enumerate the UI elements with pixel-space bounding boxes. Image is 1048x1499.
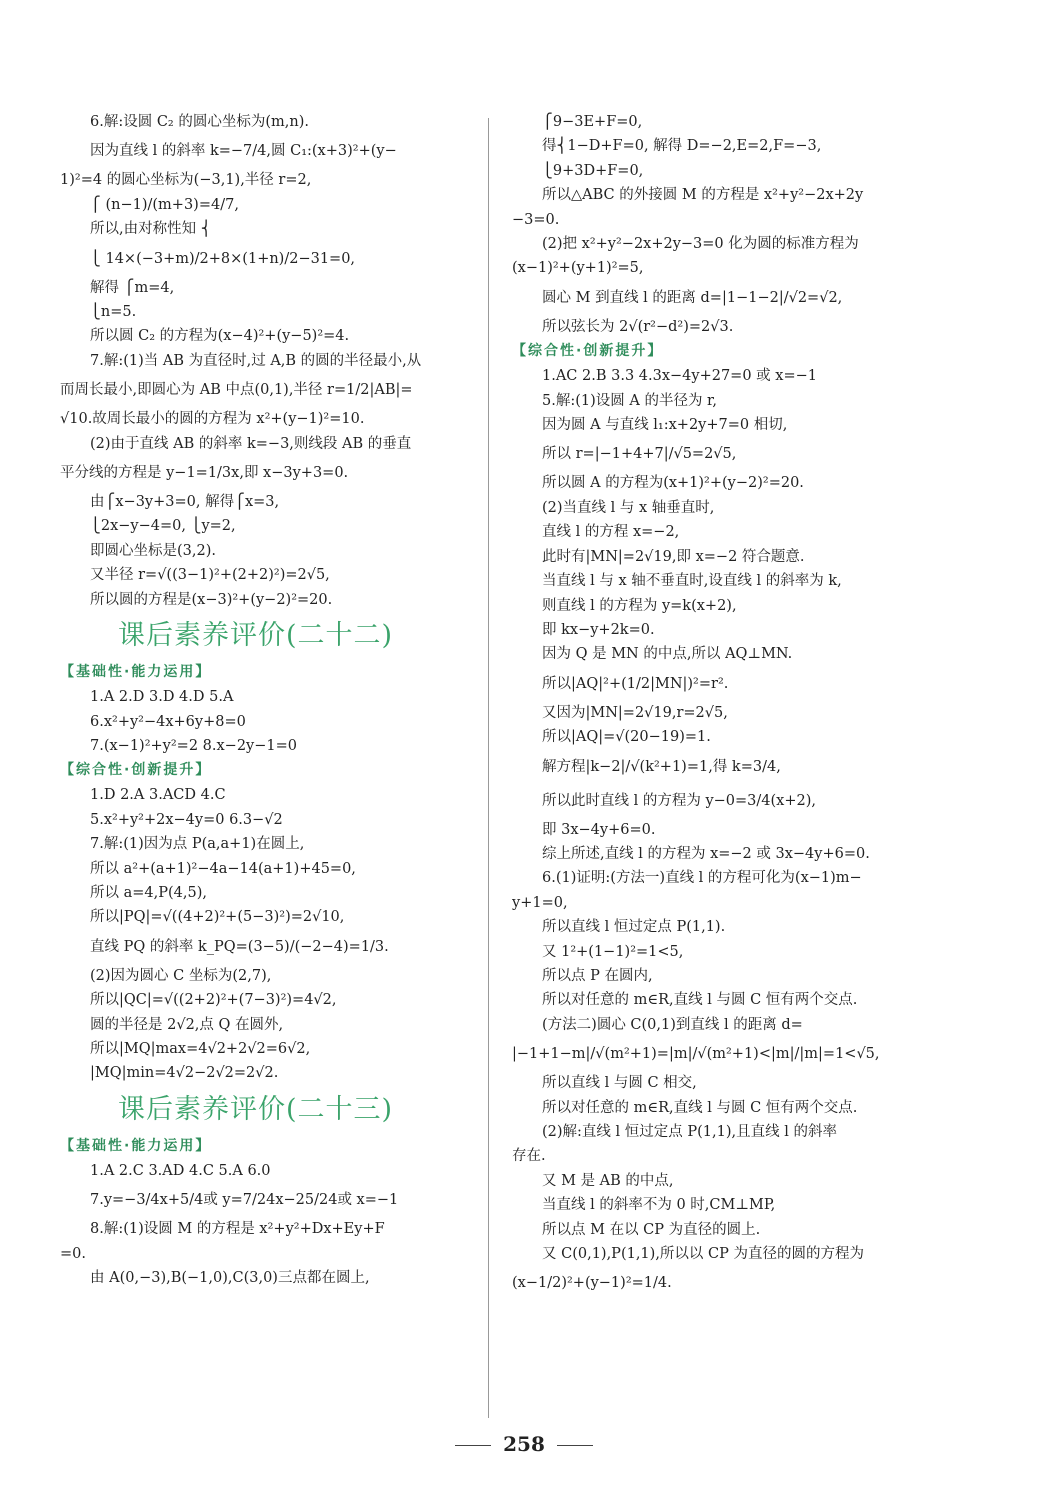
text-line: 当直线 l 与 x 轴不垂直时,设直线 l 的斜率为 k, — [542, 573, 842, 590]
text-line: (2)当直线 l 与 x 轴垂直时, — [542, 499, 715, 516]
page-number — [0, 1432, 1048, 1456]
text-line: 1.A 2.D 3.D 4.D 5.A — [90, 689, 234, 706]
text-line: 又半径 r=√((3−1)²+(2+2)²)=2√5, — [90, 567, 330, 584]
text-line: 所以|QC|=√((2+2)²+(7−3)²)=4√2, — [90, 992, 337, 1009]
text-line: 而周长最小,即圆心为 AB 中点(0,1),半径 r=1/2|AB|= — [60, 382, 413, 399]
text-line: (2)把 x²+y²−2x+2y−3=0 化为圆的标准方程为 — [542, 236, 859, 253]
text-line: 所以点 P 在圆内, — [542, 967, 653, 984]
text-line: 因为圆 A 与直线 l₁:x+2y+7=0 相切, — [542, 417, 788, 434]
text-line: 即圆心坐标是(3,2). — [90, 542, 216, 559]
text-line: 直线 l 的方程 x=−2, — [542, 524, 680, 541]
page-number-value: 258 — [503, 1432, 545, 1456]
text-line: 所以|PQ|=√((4+2)²+(5−3)²)=2√10, — [90, 909, 345, 926]
text-line: 1)²=4 的圆心坐标为(−3,1),半径 r=2, — [60, 172, 312, 189]
text-line: 7.解:(1)因为点 P(a,a+1)在圆上, — [90, 836, 305, 853]
text-line: (2)因为圆心 C 坐标为(2,7), — [90, 967, 272, 984]
page-number-dash-right — [557, 1445, 593, 1446]
text-line: 所以,由对称性知 ⎨ — [90, 221, 212, 238]
text-line: 又 C(0,1),P(1,1),所以以 CP 为直径的圆的方程为 — [542, 1246, 864, 1263]
text-line: 所以|MQ|max=4√2+2√2=6√2, — [90, 1040, 311, 1057]
text-line: y+1=0, — [512, 894, 568, 911]
text-line: |−1+1−m|/√(m²+1)=|m|/√(m²+1)<|m|/|m|=1<√5, — [512, 1046, 880, 1063]
text-line: 6.x²+y²−4x+6y+8=0 — [90, 713, 246, 730]
text-line: 6.(1)证明:(方法一)直线 l 的方程可化为(x−1)m− — [542, 870, 862, 887]
section-title-23: 课后素养评价(二十三) — [118, 1093, 394, 1125]
section-tag-basic: 【 基础性·能力运用 】 — [60, 1134, 472, 1159]
text-line: 直线 PQ 的斜率 k_PQ=(3−5)/(−2−4)=1/3. — [90, 938, 389, 955]
text-line: (2)由于直线 AB 的斜率 k=−3,则线段 AB 的垂直 — [90, 435, 412, 452]
text-line: 所以|AQ|²+(1/2|MN|)²=r². — [542, 675, 729, 692]
text-line: ⎩9+3D+F=0, — [542, 162, 644, 179]
text-line: ⎩ 14×(−3+m)/2+8×(1+n)/2−31=0, — [90, 250, 356, 267]
text-line: 所以圆 C₂ 的方程为(x−4)²+(y−5)²=4. — [90, 328, 350, 345]
text-line: 5.解:(1)设圆 A 的半径为 r, — [542, 392, 718, 409]
text-line: (2)解:直线 l 恒过定点 P(1,1),且直线 l 的斜率 — [542, 1124, 837, 1140]
text-line: ⎧ (n−1)/(m+3)=4/7, — [90, 196, 239, 213]
text-line: 由 A(0,−3),B(−1,0),C(3,0)三点都在圆上, — [90, 1270, 370, 1286]
section-tag-basic: 【 基础性·能力运用 】 — [60, 660, 472, 685]
text-line: 综上所述,直线 l 的方程为 x=−2 或 3x−4y+6=0. — [542, 845, 870, 862]
text-line: (x−1/2)²+(y−1)²=1/4. — [512, 1275, 672, 1292]
text-line: 所以点 M 在以 CP 为直径的圆上. — [542, 1221, 761, 1238]
text-line: 所以对任意的 m∈R,直线 l 与圆 C 恒有两个交点. — [542, 992, 858, 1009]
text-line: 当直线 l 的斜率不为 0 时,CM⊥MP, — [542, 1197, 776, 1214]
text-line: 7.(x−1)²+y²=2 8.x−2y−1=0 — [90, 737, 297, 754]
text-line: 即 3x−4y+6=0. — [542, 821, 656, 838]
text-line: 所以弦长为 2√(r²−d²)=2√3. — [542, 318, 734, 335]
text-line: 平分线的方程是 y−1=1/3x,即 x−3y+3=0. — [60, 465, 349, 482]
text-line: 所以圆的方程是(x−3)²+(y−2)²=20. — [90, 591, 333, 608]
right-column — [512, 110, 924, 1300]
section-title-22: 课后素养评价(二十二) — [118, 620, 394, 652]
text-line: 7.解:(1)当 AB 为直径时,过 A,B 的圆的半径最小,从 — [90, 352, 422, 369]
text-line: 解得 ⎧m=4, — [90, 279, 175, 296]
text-line: 7.y=−3/4x+5/4或 y=7/24x−25/24或 x=−1 — [90, 1192, 399, 1209]
text-line: |MQ|min=4√2−2√2=2√2. — [90, 1065, 279, 1082]
text-line: 6.解:设圆 C₂ 的圆心坐标为(m,n). — [90, 114, 309, 130]
section-tag-comprehensive: 【 综合性·创新提升 】 — [512, 339, 924, 364]
text-line: 又 M 是 AB 的中点, — [542, 1172, 674, 1189]
text-line: 1.AC 2.B 3.3 4.3x−4y+27=0 或 x=−1 — [542, 368, 817, 385]
text-line: 解方程|k−2|/√(k²+1)=1,得 k=3/4, — [542, 758, 781, 775]
text-line: 所以 r=|−1+4+7|/√5=2√5, — [542, 446, 737, 463]
text-line: 又 1²+(1−1)²=1<5, — [542, 943, 684, 960]
text-line: 所以对任意的 m∈R,直线 l 与圆 C 恒有两个交点. — [542, 1099, 858, 1116]
text-line: (方法二)圆心 C(0,1)到直线 l 的距离 d= — [542, 1016, 803, 1033]
text-line: 此时有|MN|=2√19,即 x=−2 符合题意. — [542, 548, 805, 565]
text-line: 所以 a=4,P(4,5), — [90, 884, 207, 901]
text-line: 所以直线 l 恒过定点 P(1,1). — [542, 919, 726, 936]
text-line: 圆的半径是 2√2,点 Q 在圆外, — [90, 1016, 284, 1033]
text-line: √10.故周长最小的圆的方程为 x²+(y−1)²=10. — [60, 411, 365, 428]
text-line: 由⎧x−3y+3=0, 解得⎧x=3, — [90, 494, 280, 511]
text-line: 又因为|MN|=2√19,r=2√5, — [542, 704, 728, 721]
text-line: (x−1)²+(y+1)²=5, — [512, 260, 644, 277]
text-line: ⎩n=5. — [90, 304, 137, 321]
text-line: 因为直线 l 的斜率 k=−7/4,圆 C₁:(x+3)²+(y− — [90, 143, 397, 160]
text-line: 因为 Q 是 MN 的中点,所以 AQ⊥MN. — [542, 646, 793, 663]
text-line: 8.解:(1)设圆 M 的方程是 x²+y²+Dx+Ey+F — [90, 1221, 385, 1238]
text-line: 存在. — [512, 1148, 546, 1165]
text-line: −3=0. — [512, 211, 560, 228]
text-line: 所以直线 l 与圆 C 相交, — [542, 1075, 697, 1092]
left-column — [60, 110, 472, 1290]
text-line: 得⎨1−D+F=0, 解得 D=−2,E=2,F=−3, — [542, 138, 822, 155]
text-line: =0. — [60, 1245, 86, 1262]
text-line: 所以圆 A 的方程为(x+1)²+(y−2)²=20. — [542, 475, 804, 492]
text-line: 所以 a²+(a+1)²−4a−14(a+1)+45=0, — [90, 860, 356, 877]
text-line: 所以|AQ|=√(20−19)=1. — [542, 729, 711, 746]
text-line: 则直线 l 的方程为 y=k(x+2), — [542, 597, 737, 614]
text-line: ⎧9−3E+F=0, — [542, 114, 643, 130]
text-line: 即 kx−y+2k=0. — [542, 621, 655, 638]
text-line: 1.A 2.C 3.AD 4.C 5.A 6.0 — [90, 1162, 271, 1179]
text-line: ⎩2x−y−4=0, ⎩y=2, — [90, 518, 236, 535]
text-line: 所以△ABC 的外接圆 M 的方程是 x²+y²−2x+2y — [542, 187, 864, 204]
text-line: 圆心 M 到直线 l 的距离 d=|1−1−2|/√2=√2, — [542, 289, 843, 306]
text-line: 所以此时直线 l 的方程为 y−0=3/4(x+2), — [542, 792, 816, 809]
page-number-dash-left — [455, 1445, 491, 1446]
text-line: 1.D 2.A 3.ACD 4.C — [90, 787, 226, 804]
column-divider — [488, 118, 489, 1418]
section-tag-comprehensive: 【 综合性·创新提升 】 — [60, 758, 472, 783]
text-line: 5.x²+y²+2x−4y=0 6.3−√2 — [90, 811, 283, 828]
